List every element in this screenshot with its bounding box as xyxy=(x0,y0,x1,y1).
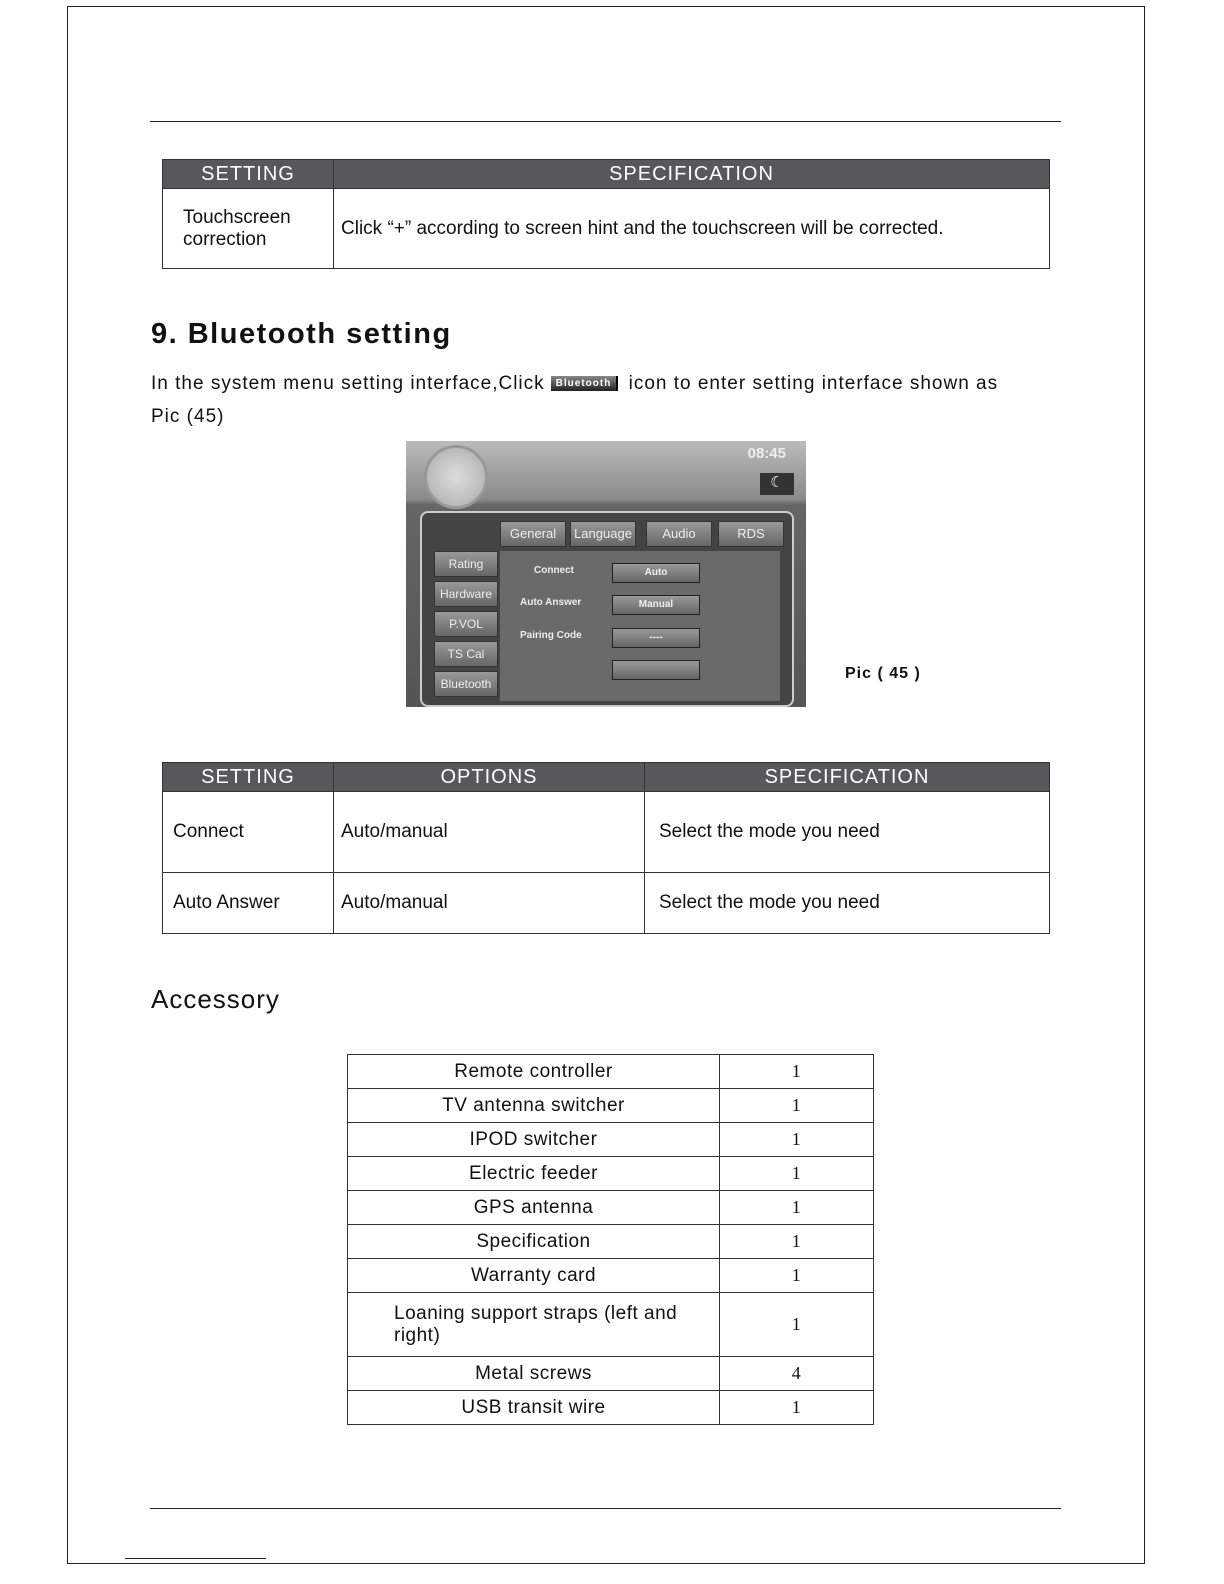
label-pairing-code: Pairing Code xyxy=(520,630,582,641)
connect-dropdown: Auto xyxy=(612,563,700,583)
header-options: OPTIONS xyxy=(334,763,645,792)
label-connect: Connect xyxy=(534,565,574,576)
tab-language: Language xyxy=(570,521,636,547)
knob-icon xyxy=(424,445,488,509)
accessory-row xyxy=(348,1391,874,1425)
bluetooth-settings-screenshot xyxy=(406,441,806,707)
accessory-qty: 1 xyxy=(720,1123,874,1157)
cell-options: Auto/manual xyxy=(334,792,645,873)
cell-spec: Select the mode you need xyxy=(645,792,1050,873)
table-row xyxy=(163,873,1050,934)
label-auto-answer: Auto Answer xyxy=(520,597,582,608)
accessory-name: USB transit wire xyxy=(348,1391,720,1425)
accessory-title: Accessory xyxy=(151,984,280,1014)
side-hardware: Hardware xyxy=(434,581,498,607)
header-specification: SPECIFICATION xyxy=(645,763,1050,792)
accessory-name: TV antenna switcher xyxy=(348,1089,720,1123)
bluetooth-table xyxy=(162,762,1050,934)
touchscreen-table xyxy=(162,159,1050,269)
accessory-table xyxy=(347,1054,874,1425)
settings-content xyxy=(500,551,780,701)
accessory-qty: 1 xyxy=(720,1055,874,1089)
footnote-rule xyxy=(125,1558,266,1559)
cell-spec: Click “+” according to screen hint and the touchscreen will be corrected. xyxy=(334,189,1050,269)
accessory-name: Warranty card xyxy=(348,1259,720,1293)
header-setting: SETTING xyxy=(163,160,334,189)
accessory-qty: 4 xyxy=(720,1357,874,1391)
side-tscal: TS Cal xyxy=(434,641,498,667)
accessory-qty: 1 xyxy=(720,1293,874,1357)
accessory-name: Remote controller xyxy=(348,1055,720,1089)
accessory-row xyxy=(348,1225,874,1259)
intro-line1 xyxy=(151,373,998,395)
accessory-name: GPS antenna xyxy=(348,1191,720,1225)
side-rating: Rating xyxy=(434,551,498,577)
accessory-qty: 1 xyxy=(720,1259,874,1293)
accessory-name: IPOD switcher xyxy=(348,1123,720,1157)
header-rule xyxy=(150,121,1061,122)
accessory-row xyxy=(348,1357,874,1391)
accessory-row xyxy=(348,1293,874,1357)
blank-dropdown xyxy=(612,660,700,680)
cell-options: Auto/manual xyxy=(334,873,645,934)
accessory-row xyxy=(348,1123,874,1157)
header-setting: SETTING xyxy=(163,763,334,792)
cell-spec: Select the mode you need xyxy=(645,873,1050,934)
accessory-row xyxy=(348,1089,874,1123)
header-specification: SPECIFICATION xyxy=(334,160,1050,189)
tab-audio: Audio xyxy=(646,521,712,547)
accessory-row xyxy=(348,1055,874,1089)
intro-text: In the system menu setting interface,Click xyxy=(151,373,545,394)
accessory-name: Electric feeder xyxy=(348,1157,720,1191)
accessory-qty: 1 xyxy=(720,1391,874,1425)
accessory-row xyxy=(348,1157,874,1191)
accessory-qty: 1 xyxy=(720,1225,874,1259)
table-row xyxy=(163,792,1050,873)
clock: 08:45 xyxy=(747,445,786,462)
accessory-name: Specification xyxy=(348,1225,720,1259)
figure-caption: Pic ( 45 ) xyxy=(845,665,921,682)
cell-setting: Touchscreen correction xyxy=(163,189,334,269)
footer-rule xyxy=(150,1508,1061,1509)
accessory-qty: 1 xyxy=(720,1157,874,1191)
settings-panel xyxy=(420,511,794,707)
intro-text-after: icon to enter setting interface shown as xyxy=(628,373,999,394)
tab-general: General xyxy=(500,521,566,547)
pairing-code-dropdown: ---- xyxy=(612,628,700,648)
tab-rds: RDS xyxy=(718,521,784,547)
accessory-name: Loaning support straps (left and right) xyxy=(348,1293,720,1357)
night-mode-icon: ☾ xyxy=(760,473,794,495)
side-bluetooth: Bluetooth xyxy=(434,671,498,697)
accessory-row xyxy=(348,1191,874,1225)
cell-setting: Auto Answer xyxy=(163,873,334,934)
side-pvol: P.VOL xyxy=(434,611,498,637)
accessory-qty: 1 xyxy=(720,1191,874,1225)
accessory-name: Metal screws xyxy=(348,1357,720,1391)
accessory-qty: 1 xyxy=(720,1089,874,1123)
cell-setting: Connect xyxy=(163,792,334,873)
section-title: 9. Bluetooth setting xyxy=(151,318,452,350)
intro-line2: Pic (45) xyxy=(151,406,225,427)
auto-answer-dropdown: Manual xyxy=(612,595,700,615)
bluetooth-button-icon: Bluetooth xyxy=(551,376,619,391)
accessory-row xyxy=(348,1259,874,1293)
